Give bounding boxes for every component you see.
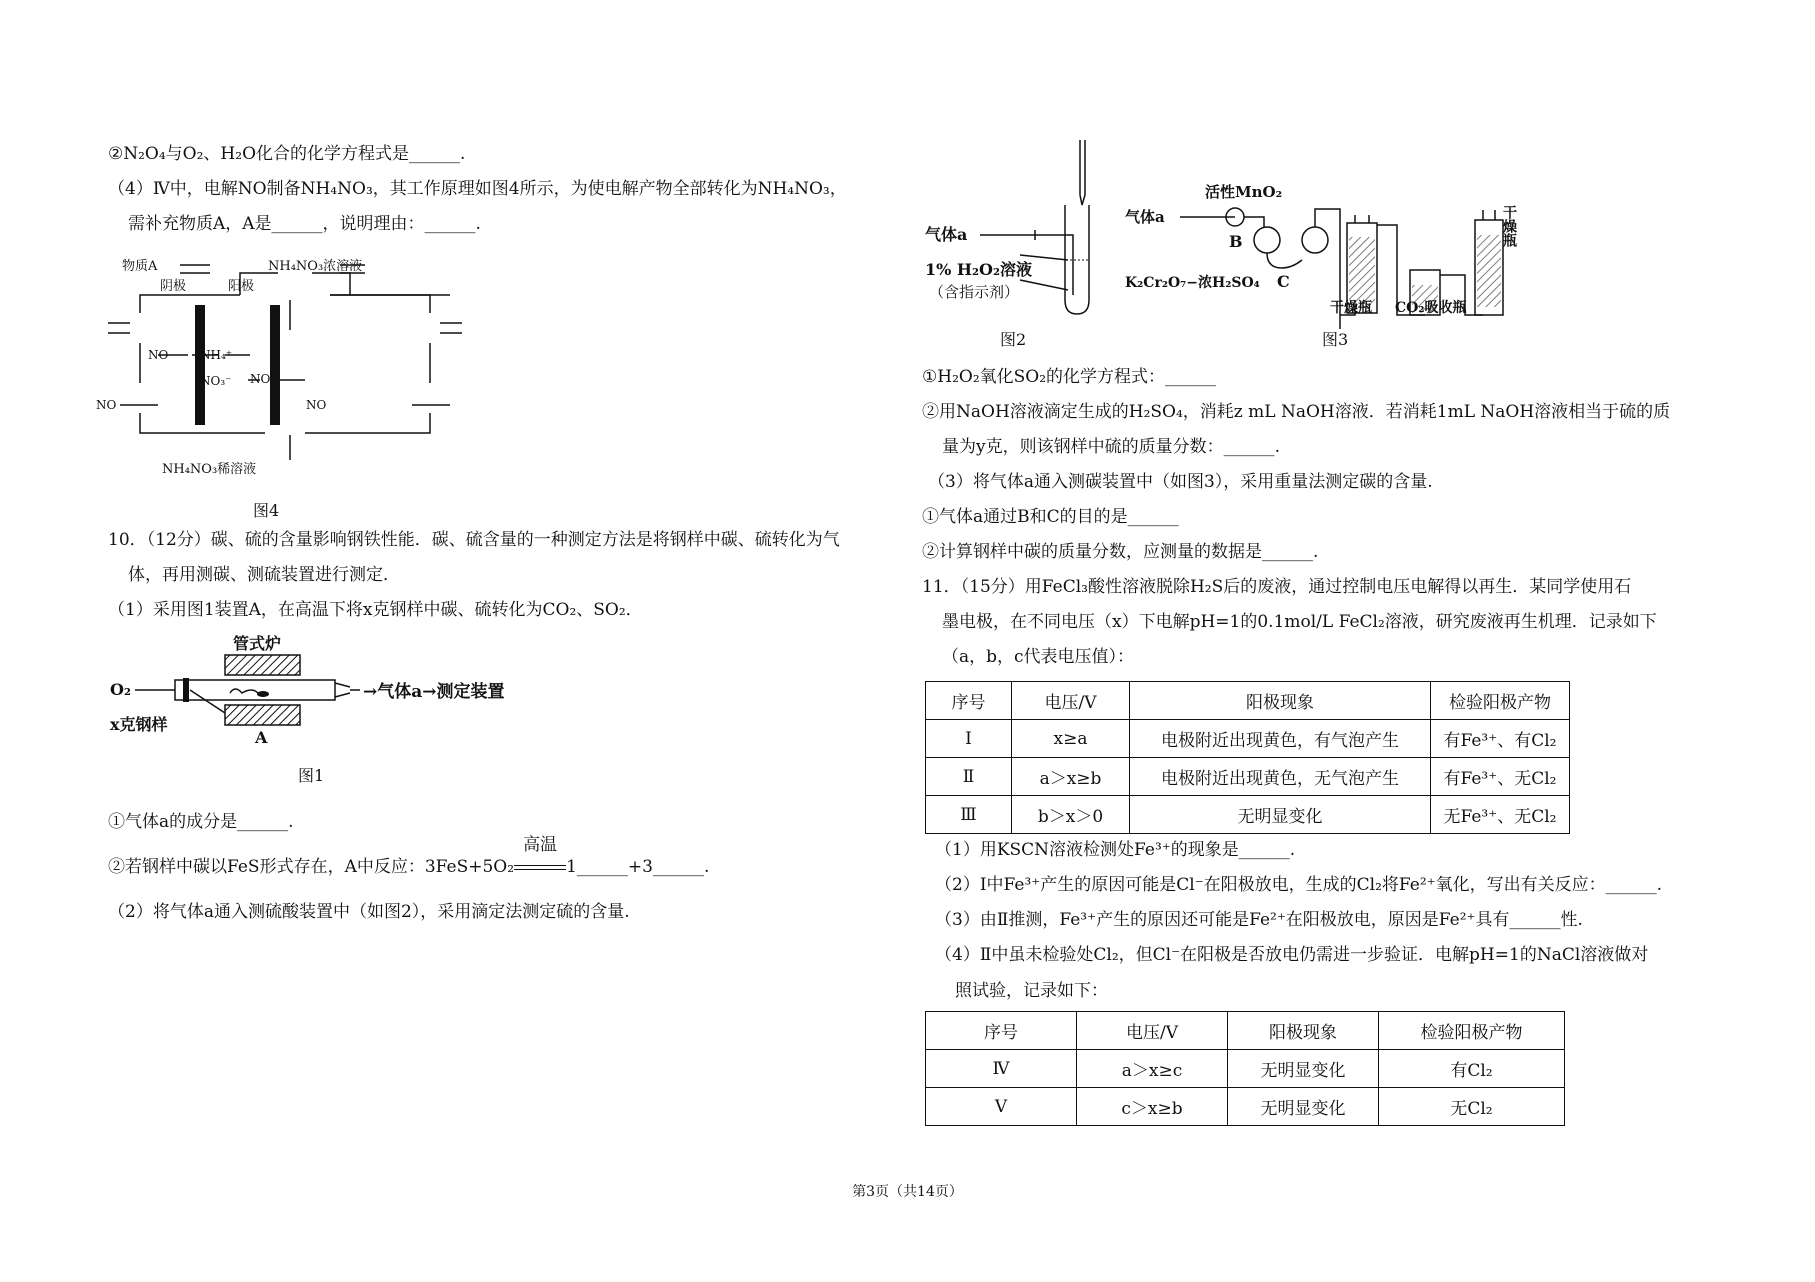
table-row (926, 758, 1570, 796)
q10-1-2-pre: ②若钢样中碳以FeS形式存在，A中反应：3FeS+5O₂ (108, 857, 515, 877)
fig3-reagent-label: K₂Cr₂O₇−浓H₂SO₄ (1125, 275, 1260, 291)
q10-3-1-line: ①气体a通过B和C的目的是______ (922, 507, 1179, 527)
record-table-2 (925, 1011, 1565, 1126)
table-header-cell: 电压/V (1077, 1012, 1228, 1050)
table-cell: Ⅰ (926, 720, 1012, 758)
table-cell: 无明显变化 (1228, 1050, 1379, 1088)
table-header-cell: 阳极现象 (1228, 1012, 1379, 1050)
table-row (926, 1088, 1565, 1126)
fig4-dilute-solution: NH₄NO₃稀溶液 (162, 462, 257, 477)
table-cell: 无Fe³⁺、无Cl₂ (1431, 796, 1570, 834)
table-cell: Ⅳ (926, 1050, 1077, 1088)
q11-line-a: 11．（15分）用FeCl₃酸性溶液脱除H₂S后的废液，通过控制电压电解得以再生．某同学使用石 (922, 577, 1632, 597)
q9-2-line: ②N₂O₄与O₂、H₂O化合的化学方程式是______. (108, 144, 466, 164)
table-cell: 有Fe³⁺、有Cl₂ (1431, 720, 1570, 758)
fig2-solution-label: 1% H₂O₂溶液 (925, 260, 1032, 279)
fig4-no-inlet-left: NO (96, 398, 117, 412)
fig3-b-label: B (1229, 232, 1243, 251)
table-cell: Ⅴ (926, 1088, 1077, 1126)
record-table-1 (925, 681, 1570, 834)
fig1-output-label: →气体a→测定装置 (363, 682, 505, 702)
fig2-gas-label: 气体a (925, 225, 968, 244)
fig3-dryer-label: 干燥瓶 (1330, 300, 1372, 316)
fig1-furnace-label: 管式炉 (233, 634, 282, 653)
fig3-dryer2-label: 干燥瓶 (1501, 205, 1517, 247)
figure-3-carbon-apparatus (1125, 175, 1545, 325)
table-cell: Ⅲ (926, 796, 1012, 834)
figure-4-electrolysis (96, 255, 430, 480)
table-header-cell: 检验阳极产物 (1379, 1012, 1565, 1050)
table-header-row (926, 682, 1570, 720)
table-cell: 电极附近出现黄色，无气泡产生 (1130, 758, 1431, 796)
q9-4-line-a: （4）Ⅳ中，电解NO制备NH₄NO₃，其工作原理如图4所示，为使电解产物全部转化为NH₄NO₃， (108, 179, 847, 199)
table-cell: x≥a (1012, 720, 1130, 758)
figure-2-titration (925, 140, 1130, 350)
q10-1-line: （1）采用图1装置A，在高温下将x克钢样中碳、硫转化为CO₂、SO₂． (108, 600, 643, 620)
q10-line-b: 体，再用测碳、测硫装置进行测定． (128, 565, 400, 585)
fig4-no3: NO₃⁻ (200, 374, 232, 388)
table-cell: 无明显变化 (1130, 796, 1431, 834)
table-row (926, 1050, 1565, 1088)
q10-2-line: （2）将气体a通入测硫酸装置中（如图2），采用滴定法测定硫的含量. (108, 902, 630, 922)
fig2-indicator-label: （含指示剂） (929, 283, 1020, 301)
fig1-caption: 图1 (298, 766, 325, 785)
q10-1-1-line: ①气体a的成分是______. (108, 812, 294, 832)
fig4-conc-solution: NH₄NO₃浓溶液 (268, 259, 363, 274)
table-header-cell: 序号 (926, 682, 1012, 720)
q11-1-line: （1）用KSCN溶液检测处Fe³⁺的现象是______. (935, 840, 1296, 860)
q11-2-line: （2）Ⅰ中Fe³⁺产生的原因可能是Cl⁻在阳极放电，生成的Cl₂将Fe²⁺氧化，写出有关反应：______. (935, 875, 1663, 895)
q9-4-line-b: 需补充物质A，A是______，说明理由：______. (128, 214, 481, 234)
q10-2-2-line-b: 量为y克，则该钢样中硫的质量分数：______. (942, 437, 1281, 457)
fig3-gas-label: 气体a (1125, 208, 1165, 226)
page-footer: 第3页（共14页） (852, 1184, 963, 1200)
table-cell: c＞x≥b (1077, 1088, 1228, 1126)
q11-line-b: 墨电极，在不同电压（x）下电解pH=1的0.1mol/L FeCl₂溶液，研究废液再生机理．记录如下 (942, 612, 1657, 632)
q11-4-line-b: 照试验，记录如下： (955, 981, 1108, 1001)
table-cell: 有Cl₂ (1379, 1050, 1565, 1088)
reaction-arrow (514, 835, 566, 878)
q10-1-2-line (108, 835, 710, 878)
fig1-o2-label: O₂ (110, 680, 131, 699)
table-cell: a＞x≥b (1012, 758, 1130, 796)
fig4-no-left: NO (148, 348, 169, 362)
table-header-cell: 检验阳极产物 (1431, 682, 1570, 720)
table-header-cell: 电压/V (1012, 682, 1130, 720)
fig4-no-right: NO (250, 372, 271, 386)
fig4-no-inlet-right: NO (306, 398, 327, 412)
fig3-caption: 图3 (1322, 330, 1349, 349)
fig2-caption: 图2 (1000, 330, 1027, 349)
q10-line-a: 10．（12分）碳、硫的含量影响钢铁性能．碳、硫含量的一种测定方法是将钢样中碳、硫转化为气 (108, 530, 840, 550)
table-row (926, 796, 1570, 834)
q11-3-line: （3）由Ⅱ推测，Fe³⁺产生的原因还可能是Fe²⁺在阳极放电，原因是Fe²⁺具有______性. (935, 910, 1583, 930)
table-header-cell: 阳极现象 (1130, 682, 1431, 720)
q10-1-2-post: 1______+3______. (566, 857, 710, 877)
table-cell: 无明显变化 (1228, 1088, 1379, 1126)
q10-3-2-line: ②计算钢样中碳的质量分数，应测量的数据是______. (922, 542, 1319, 562)
fig3-co2-label: CO₂吸收瓶 (1395, 300, 1467, 316)
fig1-device-label: A (255, 728, 268, 747)
q10-3-line: （3）将气体a通入测碳装置中（如图3），采用重量法测定碳的含量. (928, 472, 1433, 492)
fig4-anode-label: 阳极 (228, 279, 255, 294)
table-cell: Ⅱ (926, 758, 1012, 796)
q10-2-1-line: ①H₂O₂氧化SO₂的化学方程式：______ (922, 367, 1217, 387)
table-cell: a＞x≥c (1077, 1050, 1228, 1088)
fig3-c-label: C (1277, 272, 1290, 291)
q10-2-2-line-a: ②用NaOH溶液滴定生成的H₂SO₄，消耗z mL NaOH溶液．若消耗1mL NaOH溶液相当于硫的质 (922, 402, 1671, 422)
table-header-row (926, 1012, 1565, 1050)
table-header-cell: 序号 (926, 1012, 1077, 1050)
fig4-caption: 图4 (253, 501, 280, 520)
fig4-substance-a: 物质A (122, 259, 158, 274)
table-cell: b＞x＞0 (1012, 796, 1130, 834)
table-cell: 无Cl₂ (1379, 1088, 1565, 1126)
table-cell: 电极附近出现黄色，有气泡产生 (1130, 720, 1431, 758)
q11-4-line-a: （4）Ⅱ中虽未检验处Cl₂，但Cl⁻在阳极是否放电仍需进一步验证．电解pH=1的NaCl溶液做对 (935, 945, 1649, 965)
q11-line-c: （a，b，c代表电压值）： (942, 647, 1135, 667)
table-row (926, 720, 1570, 758)
fig4-nh4: NH₄⁺ (200, 348, 233, 362)
table-cell: 有Fe³⁺、无Cl₂ (1431, 758, 1570, 796)
figure-1-tube-furnace (105, 635, 565, 755)
fig1-sample-label: x克钢样 (110, 715, 168, 734)
q10-1-2-condition: 高温 (523, 835, 558, 855)
fig3-mno2-label: 活性MnO₂ (1205, 183, 1283, 201)
fig4-cathode-label: 阴极 (160, 279, 187, 294)
